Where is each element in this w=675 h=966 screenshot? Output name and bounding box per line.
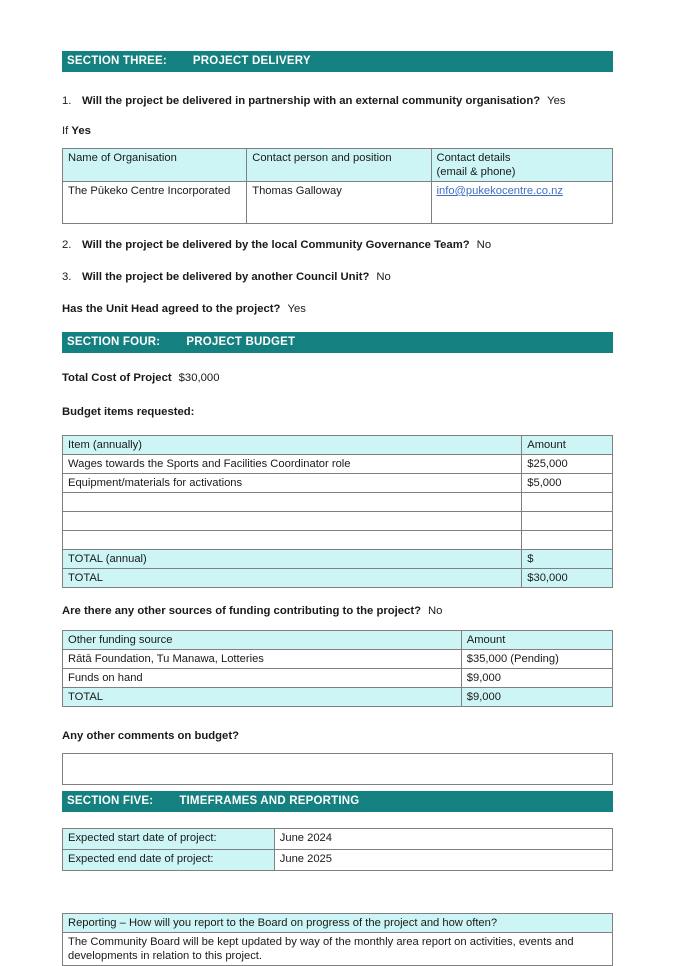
table-row	[63, 512, 613, 531]
expected-end-date-label: Expected end date of project:	[63, 850, 275, 871]
section-five-band-label: SECTION FIVE:	[67, 795, 154, 807]
document-page	[62, 0, 613, 966]
budget-item-value	[63, 531, 522, 550]
budget-amount-value	[522, 531, 613, 550]
if-value: Yes	[71, 125, 91, 137]
reporting-header-row	[63, 914, 613, 933]
table-row	[63, 650, 613, 669]
table-row	[63, 850, 613, 871]
partner-contact-person-value: Thomas Galloway	[247, 182, 431, 224]
budget-comments-label: Any other comments on budget?	[62, 730, 239, 742]
budget-item-value: Equipment/materials for activations	[63, 474, 522, 493]
section-three-band-title: PROJECT DELIVERY	[192, 55, 311, 67]
question-3-number: 3.	[62, 271, 72, 283]
budget-total-annual-value: $	[522, 550, 613, 569]
other-funding-total-label: TOTAL	[63, 688, 462, 707]
partner-organisation-value: The Pūkeko Centre Incorporated	[63, 182, 247, 224]
expected-start-date-value: June 2024	[274, 829, 612, 850]
budget-total-row	[63, 569, 613, 588]
other-funding-table	[62, 630, 613, 707]
contact-details-line1: Contact details	[436, 152, 511, 164]
reporting-answer: The Community Board will be kept updated by way of the monthly area report on activities, events and developments in relation to this project.	[63, 933, 613, 966]
question-3-text: Will the project be delivered by another Council Unit?	[82, 271, 370, 283]
partner-table-header-contact-person: Contact person and position	[247, 149, 431, 182]
budget-total-annual-row	[63, 550, 613, 569]
reporting-question: Reporting – How will you report to the Board on progress of the project and how often?	[63, 914, 613, 933]
partner-organisation-table	[62, 148, 613, 224]
budget-total-label: TOTAL	[63, 569, 522, 588]
budget-total-value: $30,000	[522, 569, 613, 588]
table-header-row	[63, 631, 613, 650]
question-3-row	[62, 270, 613, 284]
question-1-text: Will the project be delivered in partnership with an external community organisation?	[82, 95, 541, 107]
table-row	[63, 493, 613, 512]
other-funding-source-value: Rātā Foundation, Tu Manawa, Lotteries	[63, 650, 462, 669]
other-funding-question-answer: No	[428, 605, 443, 617]
table-header-row	[63, 436, 613, 455]
other-funding-total-row	[63, 688, 613, 707]
budget-item-value: Wages towards the Sports and Facilities Coordinator role	[63, 455, 522, 474]
budget-header-amount: Amount	[522, 436, 613, 455]
budget-items-label: Budget items requested:	[62, 406, 195, 418]
unit-head-text: Has the Unit Head agreed to the project?	[62, 303, 281, 315]
section-four-band-title: PROJECT BUDGET	[186, 336, 296, 348]
budget-amount-value	[522, 493, 613, 512]
partner-table-header-contact-details	[431, 149, 613, 182]
section-five-band-title: TIMEFRAMES AND REPORTING	[179, 795, 360, 807]
expected-end-date-value: June 2025	[274, 850, 612, 871]
budget-header-item: Item (annually)	[63, 436, 522, 455]
if-yes-line	[62, 124, 613, 138]
unit-head-answer: Yes	[287, 303, 306, 315]
total-cost-value: $30,000	[178, 372, 220, 384]
question-2-number: 2.	[62, 239, 72, 251]
unit-head-row	[62, 302, 613, 316]
table-row	[63, 182, 613, 224]
other-funding-question-text: Are there any other sources of funding contributing to the project?	[62, 605, 422, 617]
budget-amount-value: $5,000	[522, 474, 613, 493]
if-prefix: If	[62, 125, 72, 137]
budget-item-value	[63, 512, 522, 531]
question-1-answer: Yes	[547, 95, 566, 107]
section-three-band-label: SECTION THREE:	[67, 55, 167, 67]
timeframes-table	[62, 828, 613, 871]
table-row	[63, 669, 613, 688]
question-2-text: Will the project be delivered by the local Community Governance Team?	[82, 239, 470, 251]
table-row	[63, 531, 613, 550]
budget-item-value	[63, 493, 522, 512]
section-five-band	[62, 791, 613, 812]
partner-contact-details-cell	[431, 182, 613, 224]
question-1-number: 1.	[62, 95, 72, 107]
other-funding-question-row	[62, 604, 613, 618]
other-funding-header-amount: Amount	[461, 631, 612, 650]
section-three-band	[62, 51, 613, 72]
question-3-answer: No	[376, 271, 391, 283]
table-header-row	[63, 149, 613, 182]
reporting-table	[62, 913, 613, 966]
partner-email-link[interactable]: info@pukekocentre.co.nz	[436, 185, 563, 197]
section-four-band	[62, 332, 613, 353]
table-row	[63, 455, 613, 474]
other-funding-header-source: Other funding source	[63, 631, 462, 650]
budget-total-annual-label: TOTAL (annual)	[63, 550, 522, 569]
question-1-row	[62, 94, 613, 108]
table-row	[63, 933, 613, 966]
question-2-answer: No	[476, 239, 492, 251]
expected-start-date-label: Expected start date of project:	[63, 829, 275, 850]
contact-details-line2: (email & phone)	[436, 166, 516, 178]
budget-items-table	[62, 435, 613, 588]
budget-amount-value	[522, 512, 613, 531]
budget-amount-value: $25,000	[522, 455, 613, 474]
partner-table-header-organisation: Name of Organisation	[63, 149, 247, 182]
other-funding-source-value: Funds on hand	[63, 669, 462, 688]
other-funding-amount-value: $9,000	[461, 669, 612, 688]
total-cost-label: Total Cost of Project	[62, 372, 172, 384]
section-four-band-label: SECTION FOUR:	[67, 336, 161, 348]
other-funding-amount-value: $35,000 (Pending)	[461, 650, 612, 669]
question-2-row	[62, 238, 613, 252]
table-row	[63, 474, 613, 493]
table-row	[63, 829, 613, 850]
other-funding-total-value: $9,000	[461, 688, 612, 707]
total-cost-row	[62, 371, 613, 385]
budget-comments-box[interactable]	[62, 753, 613, 785]
